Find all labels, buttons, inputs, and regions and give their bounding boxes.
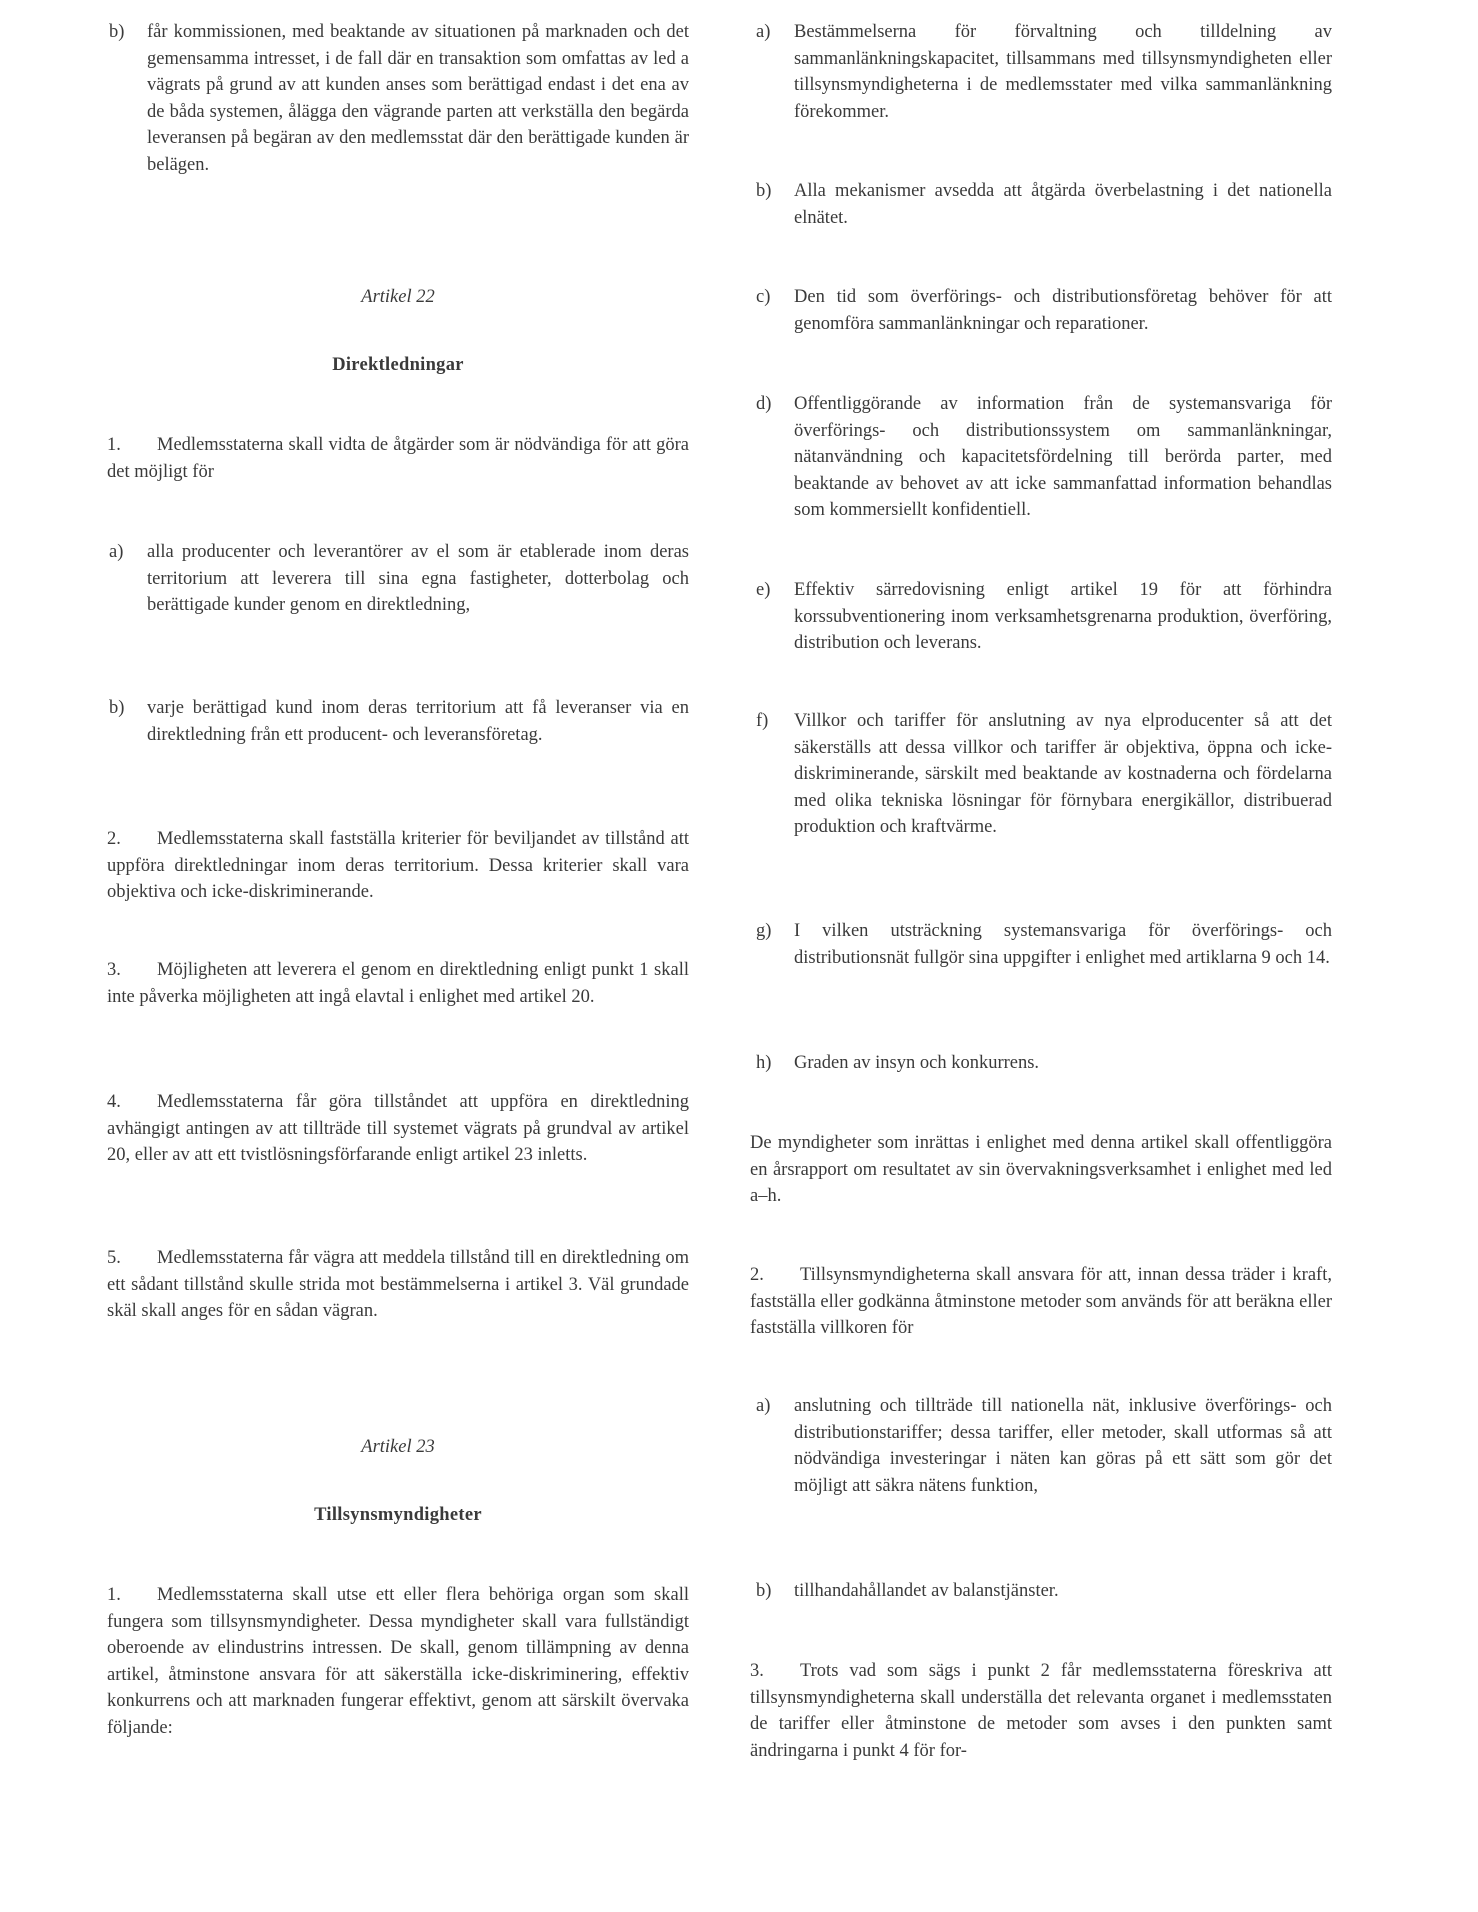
paragraph-number: 2.	[107, 829, 121, 849]
list-marker: c)	[756, 287, 771, 307]
list-marker: b)	[109, 22, 125, 42]
list-item-e	[756, 577, 1332, 657]
paragraph-1	[107, 432, 689, 485]
list-item-b	[109, 695, 689, 748]
list-item-b	[109, 19, 689, 178]
paragraph-text: De myndigheter som inrättas i enlighet med denna artikel skall offentliggöra en årsrapport om resultatet av sin övervakningsverksamhet i enlighet med led a–h.	[750, 1133, 1332, 1206]
list-item-text: varje berättigad kund inom deras territorium att få leveranser via en direktledning från ett producent- och leveransföretag.	[147, 698, 689, 745]
list-item-b	[756, 178, 1332, 231]
list-marker: a)	[756, 22, 771, 42]
paragraph-annual-report	[750, 1130, 1332, 1210]
list-item-text: Villkor och tariffer för anslutning av nya elproducenter så att det säkerställs att dessa villkor och tariffer är objektiva, öppna och icke-diskriminerande, särskilt med beaktande av kostnaderna och fördelarna med olika tekniska lösningar för förnybara energikällor, distribuerad produktion och kraftvärme.	[794, 711, 1332, 837]
list-marker: g)	[756, 921, 772, 941]
paragraph-text: Trots vad som sägs i punkt 2 får medlemsstaterna föreskriva att tillsynsmyndigheterna skall underställa det relevanta organet i medlemsstaten de tariffer eller åtminstone de metoder som avses i den punkten samt ändringarna i punkt 4 för for-	[750, 1661, 1332, 1761]
list-item-text: Alla mekanismer avsedda att åtgärda överbelastning i det nationella elnätet.	[794, 181, 1332, 228]
list-marker: b)	[109, 698, 125, 718]
list-item-text: Offentliggörande av information från de systemansvariga för överförings- och distributionssystem om sammanlänkningar, nätanvändning och kapacitetsfördelning till berörda parter, med beaktande av behovet av att icke sammanfattad information behandlas som kommersiellt konfidentiell.	[794, 394, 1332, 520]
paragraph-2	[107, 826, 689, 906]
list-marker: e)	[756, 580, 771, 600]
list-item-a	[756, 19, 1332, 125]
paragraph-number: 5.	[107, 1248, 121, 1268]
list-item-a	[756, 1393, 1332, 1499]
paragraph-number: 4.	[107, 1092, 121, 1112]
list-item-text: Graden av insyn och konkurrens.	[794, 1053, 1040, 1073]
list-marker: b)	[756, 181, 772, 201]
article-23-heading: Tillsynsmyndigheter	[314, 1505, 482, 1525]
article-23-label: Artikel 23	[361, 1437, 435, 1457]
article-22-label: Artikel 22	[361, 287, 435, 307]
list-item-text: alla producenter och leverantörer av el som är etablerade inom deras territorium att leverera till sina egna fastigheter, dotterbolag och berättigade kunder genom en direktledning,	[147, 542, 689, 615]
paragraph-1	[107, 1582, 689, 1741]
paragraph-number: 2.	[750, 1265, 764, 1285]
paragraph-text: Medlemsstaterna skall utse ett eller flera behöriga organ som skall fungera som tillsynsmyndigheter. Dessa myndigheter skall vara fullständigt oberoende av elindustrins intressen. De skall, genom tillämpning av denna artikel, åtminstone ansvara för att säkerställa icke-diskriminering, effektiv konkurrens och att marknaden fungerar effektivt, genom att särskilt övervaka följande:	[107, 1585, 689, 1738]
paragraph-text: Medlemsstaterna skall vidta de åtgärder som är nödvändiga för att göra det möjligt för	[107, 435, 689, 482]
paragraph-5	[107, 1245, 689, 1325]
list-item-b	[756, 1578, 1332, 1605]
list-item-text: Den tid som överförings- och distributionsföretag behöver för att genomföra sammanlänkningar och reparationer.	[794, 287, 1332, 334]
article-22-heading: Direktledningar	[332, 355, 464, 375]
list-item-d	[756, 391, 1332, 524]
list-item-text: anslutning och tillträde till nationella nät, inklusive överförings- och distributionstariffer; dessa tariffer, eller metoder, skall utformas så att nödvändiga investeringar i näten kan göras på ett sätt som gör det möjligt att säkra nätens funktion,	[794, 1396, 1332, 1496]
paragraph-text: Möjligheten att leverera el genom en direktledning enligt punkt 1 skall inte påverka möjligheten att ingå elavtal i enlighet med artikel 20.	[107, 960, 689, 1007]
paragraph-number: 1.	[107, 435, 121, 455]
list-item-text: Effektiv särredovisning enligt artikel 19 för att förhindra korssubventionering inom verksamhetsgrenarna produktion, överföring, distribution och leverans.	[794, 580, 1332, 653]
list-marker: a)	[756, 1396, 771, 1416]
paragraph-number: 3.	[750, 1661, 764, 1681]
list-marker: f)	[756, 711, 769, 731]
paragraph-2	[750, 1262, 1332, 1342]
list-marker: h)	[756, 1053, 772, 1073]
paragraph-4	[107, 1089, 689, 1169]
paragraph-text: Tillsynsmyndigheterna skall ansvara för att, innan dessa träder i kraft, fastställa eller godkänna åtminstone metoder som används för att beräkna eller fastställa villkoren för	[750, 1265, 1332, 1338]
paragraph-text: Medlemsstaterna skall fastställa kriterier för beviljandet av tillstånd att uppföra direktledningar inom deras territorium. Dessa kriterier skall vara objektiva och icke-diskriminerande.	[107, 829, 689, 902]
list-marker: d)	[756, 394, 772, 414]
list-item-f	[756, 708, 1332, 841]
list-item-a	[109, 539, 689, 619]
paragraph-number: 1.	[107, 1585, 121, 1605]
paragraph-3	[750, 1658, 1332, 1764]
list-marker: a)	[109, 542, 124, 562]
list-item-h	[756, 1050, 1332, 1077]
list-marker: b)	[756, 1581, 772, 1601]
paragraph-text: Medlemsstaterna får vägra att meddela tillstånd till en direktledning om ett sådant tillstånd skulle strida mot bestämmelserna i artikel 3. Väl grundade skäl skall anges för en sådan vägran.	[107, 1248, 689, 1321]
paragraph-3	[107, 957, 689, 1010]
list-item-g	[756, 918, 1332, 971]
list-item-text: tillhandahållandet av balanstjänster.	[794, 1581, 1059, 1601]
list-item-text: I vilken utsträckning systemansvariga för överförings- och distributionsnät fullgör sina uppgifter i enlighet med artiklarna 9 och 14.	[794, 921, 1332, 968]
paragraph-text: Medlemsstaterna får göra tillståndet att uppföra en direktledning avhängigt antingen av att tillträde till systemet vägrats på grundval av artikel 20, eller av att ett tvistlösningsförfarande enligt artikel 23 inletts.	[107, 1092, 689, 1165]
paragraph-number: 3.	[107, 960, 121, 980]
list-item-text: får kommissionen, med beaktande av situationen på marknaden och det gemensamma intresset, i de fall där en transaktion som omfattas av led a vägrats på grund av att kunden anses som berättigad endast i det ena av de båda systemen, ålägga den vägrande parten att verkställa den begärda leveransen på begäran av den medlemsstat där den berättigade kunden är belägen.	[147, 22, 689, 175]
list-item-text: Bestämmelserna för förvaltning och tilldelning av sammanlänkningskapacitet, tillsammans med tillsynsmyndigheten eller tillsynsmyndigheterna i de medlemsstater med vilka sammanlänkning förekommer.	[794, 22, 1332, 122]
list-item-c	[756, 284, 1332, 337]
